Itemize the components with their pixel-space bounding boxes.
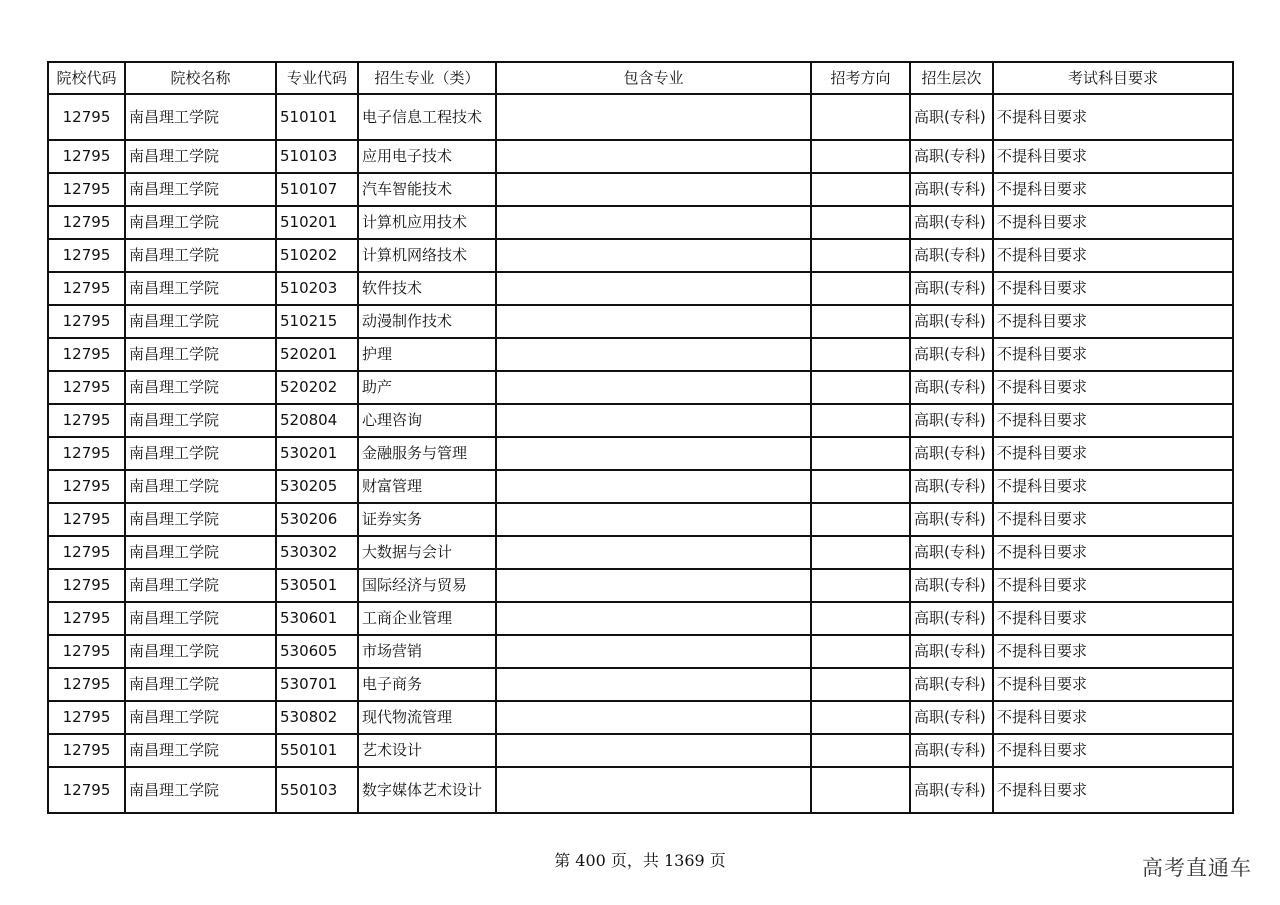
table-row [48, 767, 1233, 813]
direction-cell [811, 173, 910, 206]
major-name-cell: 应用电子技术 [358, 140, 496, 173]
school-name-cell: 南昌理工学院 [125, 734, 276, 767]
subject-requirement-cell: 不提科目要求 [993, 338, 1233, 371]
major-code-cell: 550103 [276, 767, 358, 813]
included-majors-cell [496, 734, 811, 767]
level-cell: 高职(专科) [910, 569, 993, 602]
major-code-cell: 530601 [276, 602, 358, 635]
direction-cell [811, 305, 910, 338]
major-code-cell: 530501 [276, 569, 358, 602]
school-code-cell: 12795 [48, 701, 125, 734]
major-name-cell: 电子信息工程技术 [358, 94, 496, 140]
direction-cell [811, 470, 910, 503]
column-header: 包含专业 [496, 62, 811, 94]
school-name-cell: 南昌理工学院 [125, 140, 276, 173]
major-code-cell: 510203 [276, 272, 358, 305]
major-name-cell: 工商企业管理 [358, 602, 496, 635]
school-code-cell: 12795 [48, 734, 125, 767]
direction-cell [811, 404, 910, 437]
included-majors-cell [496, 239, 811, 272]
major-code-cell: 550101 [276, 734, 358, 767]
major-name-cell: 计算机应用技术 [358, 206, 496, 239]
table-row [48, 437, 1233, 470]
subject-requirement-cell: 不提科目要求 [993, 305, 1233, 338]
level-cell: 高职(专科) [910, 701, 993, 734]
included-majors-cell [496, 206, 811, 239]
direction-cell [811, 734, 910, 767]
school-name-cell: 南昌理工学院 [125, 536, 276, 569]
major-name-cell: 计算机网络技术 [358, 239, 496, 272]
major-name-cell: 金融服务与管理 [358, 437, 496, 470]
school-name-cell: 南昌理工学院 [125, 767, 276, 813]
school-name-cell: 南昌理工学院 [125, 701, 276, 734]
major-code-cell: 510101 [276, 94, 358, 140]
school-code-cell: 12795 [48, 437, 125, 470]
table-row [48, 272, 1233, 305]
school-name-cell: 南昌理工学院 [125, 470, 276, 503]
major-code-cell: 530206 [276, 503, 358, 536]
subject-requirement-cell: 不提科目要求 [993, 272, 1233, 305]
direction-cell [811, 371, 910, 404]
included-majors-cell [496, 668, 811, 701]
included-majors-cell [496, 305, 811, 338]
subject-requirement-cell: 不提科目要求 [993, 701, 1233, 734]
school-code-cell: 12795 [48, 272, 125, 305]
major-name-cell: 助产 [358, 371, 496, 404]
major-code-cell: 530302 [276, 536, 358, 569]
subject-requirement-cell: 不提科目要求 [993, 734, 1233, 767]
school-code-cell: 12795 [48, 536, 125, 569]
level-cell: 高职(专科) [910, 503, 993, 536]
subject-requirement-cell: 不提科目要求 [993, 404, 1233, 437]
table-row [48, 338, 1233, 371]
included-majors-cell [496, 173, 811, 206]
table-row [48, 206, 1233, 239]
table-row [48, 602, 1233, 635]
direction-cell [811, 437, 910, 470]
table-row [48, 140, 1233, 173]
level-cell: 高职(专科) [910, 338, 993, 371]
major-code-cell: 520201 [276, 338, 358, 371]
school-code-cell: 12795 [48, 569, 125, 602]
major-name-cell: 国际经济与贸易 [358, 569, 496, 602]
subject-requirement-cell: 不提科目要求 [993, 94, 1233, 140]
major-name-cell: 心理咨询 [358, 404, 496, 437]
table-header [48, 62, 1233, 94]
included-majors-cell [496, 437, 811, 470]
table-row [48, 404, 1233, 437]
school-code-cell: 12795 [48, 338, 125, 371]
table-row [48, 239, 1233, 272]
direction-cell [811, 536, 910, 569]
major-name-cell: 电子商务 [358, 668, 496, 701]
school-name-cell: 南昌理工学院 [125, 371, 276, 404]
table-row [48, 470, 1233, 503]
direction-cell [811, 338, 910, 371]
level-cell: 高职(专科) [910, 536, 993, 569]
included-majors-cell [496, 635, 811, 668]
subject-requirement-cell: 不提科目要求 [993, 173, 1233, 206]
major-name-cell: 艺术设计 [358, 734, 496, 767]
major-code-cell: 520202 [276, 371, 358, 404]
table-row [48, 569, 1233, 602]
admissions-table-container [47, 61, 1234, 814]
major-name-cell: 证券实务 [358, 503, 496, 536]
table-row [48, 503, 1233, 536]
included-majors-cell [496, 701, 811, 734]
school-code-cell: 12795 [48, 305, 125, 338]
direction-cell [811, 602, 910, 635]
direction-cell [811, 272, 910, 305]
school-code-cell: 12795 [48, 404, 125, 437]
level-cell: 高职(专科) [910, 668, 993, 701]
included-majors-cell [496, 94, 811, 140]
level-cell: 高职(专科) [910, 767, 993, 813]
included-majors-cell [496, 536, 811, 569]
included-majors-cell [496, 767, 811, 813]
major-name-cell: 软件技术 [358, 272, 496, 305]
level-cell: 高职(专科) [910, 371, 993, 404]
level-cell: 高职(专科) [910, 305, 993, 338]
subject-requirement-cell: 不提科目要求 [993, 503, 1233, 536]
level-cell: 高职(专科) [910, 206, 993, 239]
school-code-cell: 12795 [48, 602, 125, 635]
major-name-cell: 大数据与会计 [358, 536, 496, 569]
subject-requirement-cell: 不提科目要求 [993, 371, 1233, 404]
school-code-cell: 12795 [48, 767, 125, 813]
included-majors-cell [496, 470, 811, 503]
subject-requirement-cell: 不提科目要求 [993, 635, 1233, 668]
level-cell: 高职(专科) [910, 272, 993, 305]
level-cell: 高职(专科) [910, 239, 993, 272]
direction-cell [811, 206, 910, 239]
major-name-cell: 动漫制作技术 [358, 305, 496, 338]
header-row [48, 62, 1233, 94]
major-code-cell: 530701 [276, 668, 358, 701]
school-name-cell: 南昌理工学院 [125, 94, 276, 140]
major-name-cell: 现代物流管理 [358, 701, 496, 734]
subject-requirement-cell: 不提科目要求 [993, 767, 1233, 813]
school-name-cell: 南昌理工学院 [125, 569, 276, 602]
subject-requirement-cell: 不提科目要求 [993, 602, 1233, 635]
school-name-cell: 南昌理工学院 [125, 668, 276, 701]
subject-requirement-cell: 不提科目要求 [993, 239, 1233, 272]
school-name-cell: 南昌理工学院 [125, 305, 276, 338]
direction-cell [811, 635, 910, 668]
included-majors-cell [496, 338, 811, 371]
direction-cell [811, 569, 910, 602]
subject-requirement-cell: 不提科目要求 [993, 569, 1233, 602]
subject-requirement-cell: 不提科目要求 [993, 536, 1233, 569]
school-name-cell: 南昌理工学院 [125, 206, 276, 239]
table-row [48, 734, 1233, 767]
major-name-cell: 护理 [358, 338, 496, 371]
column-header: 专业代码 [276, 62, 358, 94]
school-code-cell: 12795 [48, 239, 125, 272]
column-header: 院校代码 [48, 62, 125, 94]
included-majors-cell [496, 404, 811, 437]
major-code-cell: 510201 [276, 206, 358, 239]
major-code-cell: 520804 [276, 404, 358, 437]
level-cell: 高职(专科) [910, 635, 993, 668]
level-cell: 高职(专科) [910, 734, 993, 767]
page-number: 第 400 页，共 1369 页 [554, 851, 726, 870]
major-code-cell: 510103 [276, 140, 358, 173]
table-row [48, 173, 1233, 206]
subject-requirement-cell: 不提科目要求 [993, 437, 1233, 470]
major-code-cell: 530605 [276, 635, 358, 668]
school-name-cell: 南昌理工学院 [125, 437, 276, 470]
direction-cell [811, 701, 910, 734]
school-name-cell: 南昌理工学院 [125, 635, 276, 668]
included-majors-cell [496, 602, 811, 635]
included-majors-cell [496, 569, 811, 602]
major-code-cell: 530802 [276, 701, 358, 734]
table-row [48, 635, 1233, 668]
level-cell: 高职(专科) [910, 173, 993, 206]
school-name-cell: 南昌理工学院 [125, 404, 276, 437]
included-majors-cell [496, 140, 811, 173]
school-code-cell: 12795 [48, 668, 125, 701]
major-code-cell: 510202 [276, 239, 358, 272]
table-row [48, 305, 1233, 338]
table-row [48, 94, 1233, 140]
level-cell: 高职(专科) [910, 140, 993, 173]
school-code-cell: 12795 [48, 635, 125, 668]
major-name-cell: 财富管理 [358, 470, 496, 503]
school-name-cell: 南昌理工学院 [125, 173, 276, 206]
direction-cell [811, 239, 910, 272]
direction-cell [811, 503, 910, 536]
table-row [48, 701, 1233, 734]
subject-requirement-cell: 不提科目要求 [993, 470, 1233, 503]
school-name-cell: 南昌理工学院 [125, 239, 276, 272]
level-cell: 高职(专科) [910, 437, 993, 470]
watermark: 高考直通车 [1142, 856, 1252, 880]
school-code-cell: 12795 [48, 173, 125, 206]
major-name-cell: 汽车智能技术 [358, 173, 496, 206]
table-row [48, 536, 1233, 569]
school-code-cell: 12795 [48, 140, 125, 173]
major-code-cell: 510215 [276, 305, 358, 338]
subject-requirement-cell: 不提科目要求 [993, 140, 1233, 173]
table-row [48, 668, 1233, 701]
column-header: 招生专业（类） [358, 62, 496, 94]
school-name-cell: 南昌理工学院 [125, 503, 276, 536]
column-header: 院校名称 [125, 62, 276, 94]
school-code-cell: 12795 [48, 503, 125, 536]
level-cell: 高职(专科) [910, 470, 993, 503]
table-body [48, 94, 1233, 813]
direction-cell [811, 94, 910, 140]
school-code-cell: 12795 [48, 371, 125, 404]
table-row [48, 371, 1233, 404]
level-cell: 高职(专科) [910, 94, 993, 140]
major-name-cell: 市场营销 [358, 635, 496, 668]
level-cell: 高职(专科) [910, 602, 993, 635]
subject-requirement-cell: 不提科目要求 [993, 668, 1233, 701]
included-majors-cell [496, 272, 811, 305]
school-code-cell: 12795 [48, 206, 125, 239]
school-name-cell: 南昌理工学院 [125, 272, 276, 305]
school-code-cell: 12795 [48, 94, 125, 140]
column-header: 招考方向 [811, 62, 910, 94]
major-name-cell: 数字媒体艺术设计 [358, 767, 496, 813]
major-code-cell: 530201 [276, 437, 358, 470]
level-cell: 高职(专科) [910, 404, 993, 437]
included-majors-cell [496, 371, 811, 404]
direction-cell [811, 668, 910, 701]
school-name-cell: 南昌理工学院 [125, 338, 276, 371]
direction-cell [811, 140, 910, 173]
column-header: 考试科目要求 [993, 62, 1233, 94]
direction-cell [811, 767, 910, 813]
included-majors-cell [496, 503, 811, 536]
school-name-cell: 南昌理工学院 [125, 602, 276, 635]
admissions-table [47, 61, 1234, 814]
subject-requirement-cell: 不提科目要求 [993, 206, 1233, 239]
major-code-cell: 510107 [276, 173, 358, 206]
major-code-cell: 530205 [276, 470, 358, 503]
school-code-cell: 12795 [48, 470, 125, 503]
column-header: 招生层次 [910, 62, 993, 94]
